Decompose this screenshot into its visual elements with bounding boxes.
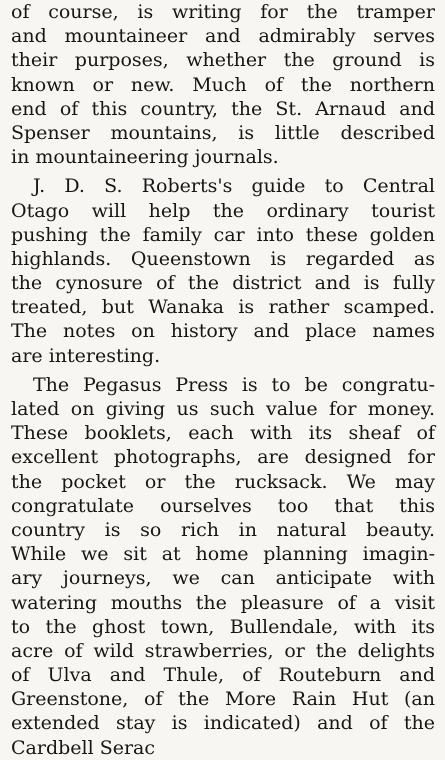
text-line: The Pegasus Press is to be congratu- bbox=[33, 373, 435, 396]
paragraph-pegasus-press bbox=[11, 373, 435, 759]
text-line: of course, is writing for the tramper bbox=[11, 1, 435, 23]
text-line: end of this country, the St. Arnaud and bbox=[11, 97, 435, 120]
text-line: are interesting. bbox=[11, 344, 161, 367]
text-line: lated on giving us such value for money. bbox=[11, 398, 435, 420]
text-line: in mountaineering journals. bbox=[11, 146, 279, 169]
text-line: country is so rich in natural beauty. bbox=[11, 518, 435, 541]
text-line: of Ulva and Thule, of Routeburn and bbox=[11, 664, 435, 687]
text-line: ary journeys, we can anticipate with bbox=[11, 567, 435, 590]
text-line: watering mouths the pleasure of a visit bbox=[11, 591, 435, 614]
text-line: Spenser mountains, is little described bbox=[11, 121, 435, 144]
text-line: highlands. Queenstown is regarded as bbox=[11, 247, 435, 270]
text-line: excellent photographs, are designed for bbox=[11, 446, 435, 469]
text-line: and mountaineer and admirably serves bbox=[11, 25, 435, 48]
text-line: the pocket or the rucksack. We may bbox=[11, 470, 435, 493]
text-line: J. D. S. Roberts's guide to Central bbox=[33, 175, 435, 198]
paragraph-guide-tramper bbox=[11, 0, 435, 169]
text-line: These booklets, each with its sheaf of bbox=[11, 422, 435, 445]
text-line: congratulate ourselves too that this bbox=[11, 494, 435, 517]
text-line: pushing the family car into these golden bbox=[11, 223, 435, 246]
text-line: to the ghost town, Bullendale, with its bbox=[11, 615, 435, 638]
text-line: Greenstone, of the More Rain Hut (an bbox=[11, 688, 435, 711]
text-line-cut-off: Cardbell Serac bbox=[11, 736, 156, 759]
text-line: acre of wild strawberries, or the delights bbox=[11, 639, 435, 662]
text-line: extended stay is indicated) and of the bbox=[11, 712, 435, 735]
text-line: treated, but Wanaka is rather scamped. bbox=[11, 296, 435, 319]
text-line: While we sit at home planning imagin- bbox=[11, 543, 435, 566]
article-column bbox=[11, 0, 435, 759]
text-line: The notes on history and place names bbox=[11, 320, 435, 343]
text-line: Otago will help the ordinary tourist bbox=[11, 199, 435, 222]
text-line: known or new. Much of the northern bbox=[11, 73, 435, 96]
text-line: their purposes, whether the ground is bbox=[11, 49, 435, 72]
text-line: the cynosure of the district and is fully bbox=[11, 272, 435, 295]
paragraph-central-otago bbox=[11, 174, 435, 368]
